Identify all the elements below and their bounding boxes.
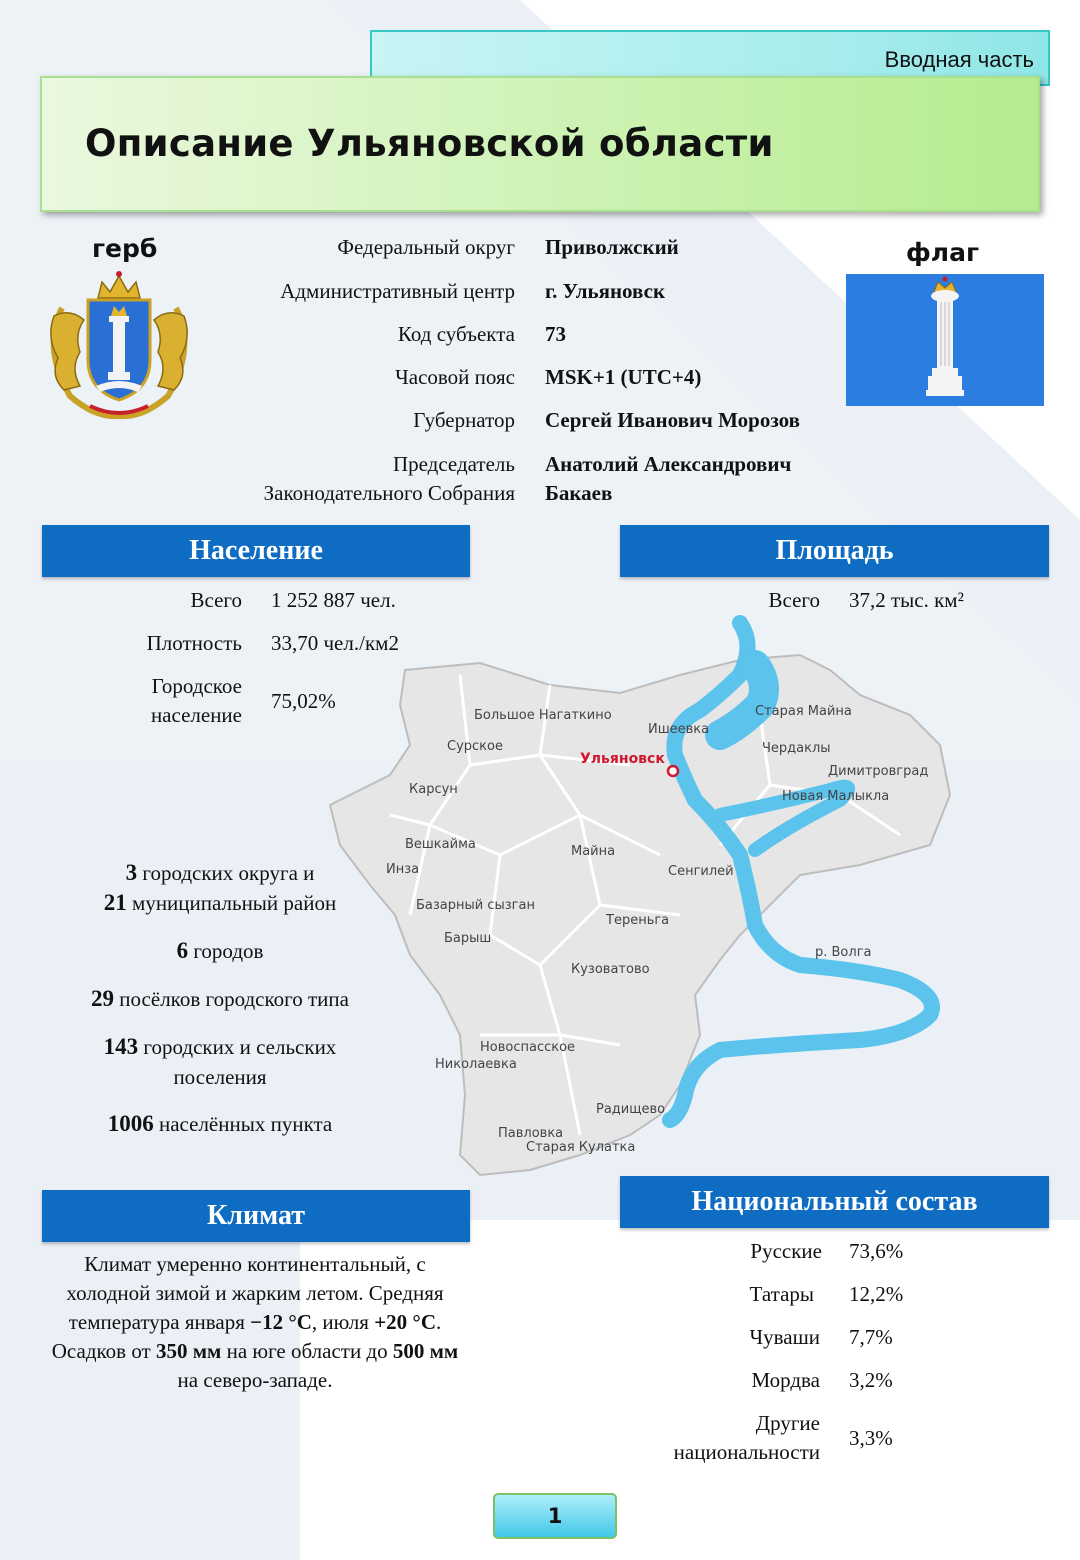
info-label: Код субъекта bbox=[397, 322, 515, 346]
info-value-line: Анатолий Александрович bbox=[545, 452, 792, 476]
population-value: 1 252 887 чел. bbox=[271, 588, 396, 612]
urban-label-line: Городское bbox=[151, 674, 242, 698]
area-value: 37,2 тыс. км² bbox=[849, 588, 964, 612]
info-label: Часовой пояс bbox=[395, 365, 515, 389]
stat-text: городских и сельских bbox=[138, 1035, 337, 1059]
climate-text bbox=[50, 1250, 460, 1395]
map-place: Сенгилей bbox=[668, 864, 734, 879]
info-label-line: Председатель bbox=[392, 452, 515, 476]
nationality-heading: Национальный состав bbox=[620, 1176, 1049, 1228]
map-capital-label: Ульяновск bbox=[580, 751, 665, 767]
climate-text-part: . Осадков от bbox=[51, 1310, 442, 1363]
climate-value: +20 °С bbox=[374, 1310, 436, 1334]
stat-text: городов bbox=[188, 939, 264, 963]
stat-settlements-urban bbox=[30, 984, 410, 1014]
nationality-value: 7,7% bbox=[849, 1325, 893, 1349]
nationality-value: 3,2% bbox=[849, 1368, 893, 1392]
stat-number: 3 bbox=[125, 860, 138, 885]
section-tab: Вводная часть bbox=[370, 30, 1050, 86]
climate-text-part: на юге области до bbox=[221, 1339, 393, 1363]
stat-municipalities bbox=[40, 1032, 400, 1092]
map-place: Димитровград bbox=[828, 764, 929, 779]
info-label: Губернатор bbox=[413, 408, 515, 432]
stat-text: муниципальный район bbox=[126, 891, 337, 915]
coat-label: герб bbox=[92, 234, 158, 263]
map-place: Павловка bbox=[498, 1126, 564, 1141]
urban-label-line: население bbox=[150, 703, 242, 727]
nationality-label-line: национальности bbox=[673, 1440, 820, 1464]
info-value bbox=[545, 450, 865, 508]
map-place: Карсун bbox=[409, 782, 458, 797]
stat-number: 1006 bbox=[107, 1111, 154, 1136]
stat-localities bbox=[40, 1109, 400, 1139]
page-title: Описание Ульяновской области bbox=[85, 122, 774, 165]
stat-number: 21 bbox=[103, 890, 127, 915]
map-place: Радищево bbox=[596, 1102, 666, 1117]
population-label: Всего bbox=[190, 588, 242, 612]
map-place: Старая Майна bbox=[755, 704, 852, 719]
map-place: Ишеевка bbox=[648, 722, 710, 737]
climate-heading: Климат bbox=[42, 1190, 470, 1242]
climate-text-part: Климат умеренно континентальный, с холодной зимой и жарким летом. Средняя температура января bbox=[66, 1252, 444, 1334]
info-value: Сергей Иванович Морозов bbox=[545, 408, 800, 432]
info-label bbox=[95, 450, 515, 508]
climate-text-part: на северо-западе. bbox=[177, 1368, 333, 1392]
map-place: Чердаклы bbox=[762, 741, 831, 756]
stat-cities bbox=[40, 936, 400, 966]
nationality-value: 3,3% bbox=[849, 1426, 893, 1450]
nationality-label bbox=[620, 1409, 820, 1467]
map-place: Вешкайма bbox=[405, 837, 476, 852]
climate-value: 500 мм bbox=[392, 1339, 459, 1363]
density-label: Плотность bbox=[146, 631, 242, 655]
density-value: 33,70 чел./км2 bbox=[271, 631, 399, 655]
area-label: Всего bbox=[768, 588, 820, 612]
nationality-label: Русские bbox=[750, 1239, 822, 1263]
info-value-line: Бакаев bbox=[545, 481, 613, 505]
info-value: г. Ульяновск bbox=[545, 279, 666, 303]
climate-value: 350 мм bbox=[155, 1339, 222, 1363]
info-label-line: Законодательного Собрания bbox=[263, 481, 515, 505]
map-river-label: р. Волга bbox=[815, 945, 872, 960]
nationality-value: 73,6% bbox=[849, 1239, 904, 1263]
stat-number: 6 bbox=[176, 938, 189, 963]
stat-text: населённых пункта bbox=[153, 1112, 333, 1136]
stat-number: 29 bbox=[91, 986, 115, 1011]
map-place: Кузоватово bbox=[571, 962, 650, 977]
info-label: Федеральный округ bbox=[337, 235, 515, 259]
stat-text: посёлков городского типа bbox=[114, 987, 349, 1011]
nationality-label: Татары bbox=[749, 1282, 814, 1306]
map-place: Николаевка bbox=[435, 1057, 517, 1072]
stat-text: городских округа и bbox=[137, 861, 315, 885]
flag-icon bbox=[846, 274, 1044, 406]
map-place: Тереньга bbox=[606, 913, 670, 928]
map-place: Новая Малыкла bbox=[782, 789, 890, 804]
stat-districts bbox=[40, 858, 400, 918]
info-value: Приволжский bbox=[545, 235, 679, 259]
flag-label: флаг bbox=[906, 238, 980, 267]
nationality-label: Мордва bbox=[751, 1368, 820, 1392]
nationality-label: Чуваши bbox=[749, 1325, 820, 1349]
population-heading: Население bbox=[42, 525, 470, 577]
stat-text: поселения bbox=[173, 1065, 267, 1089]
map-place: Инза bbox=[386, 862, 420, 877]
nationality-value: 12,2% bbox=[849, 1282, 904, 1306]
map-place: Базарный сызган bbox=[416, 898, 535, 913]
info-value: MSK+1 (UTC+4) bbox=[545, 365, 702, 389]
stat-number: 143 bbox=[103, 1034, 139, 1059]
info-value: 73 bbox=[545, 322, 566, 346]
nationality-label-line: Другие bbox=[755, 1411, 820, 1435]
map-place: Старая Кулатка bbox=[526, 1140, 636, 1155]
climate-text-part: , июля bbox=[311, 1310, 375, 1334]
map-place: Барыш bbox=[444, 931, 492, 946]
map-place: Майна bbox=[571, 844, 616, 859]
info-label: Административный центр bbox=[280, 279, 515, 303]
page-number: 1 bbox=[493, 1493, 617, 1539]
urban-label bbox=[40, 672, 242, 730]
area-heading: Площадь bbox=[620, 525, 1049, 577]
map-place: Сурское bbox=[447, 739, 503, 754]
map-place: Новоспасское bbox=[480, 1040, 576, 1055]
urban-value: 75,02% bbox=[271, 689, 336, 713]
climate-value: −12 °С bbox=[250, 1310, 312, 1334]
map-place: Большое Нагаткино bbox=[474, 708, 612, 723]
